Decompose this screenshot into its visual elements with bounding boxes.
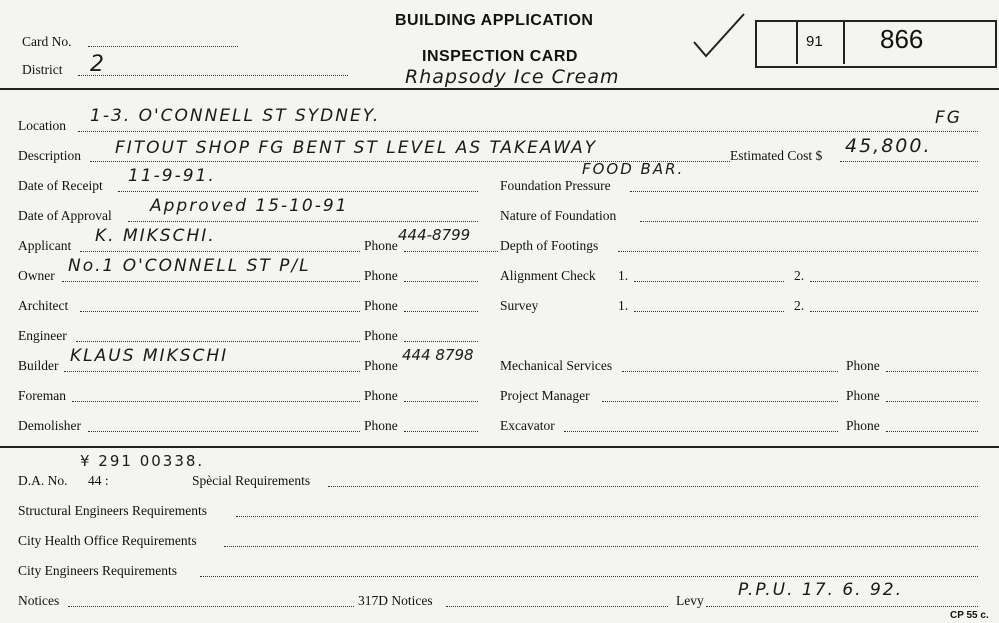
engineer-phone-label: Phone (364, 328, 398, 343)
survey-2-line[interactable] (810, 311, 978, 312)
special-requirements-label: Spècial Requirements (192, 473, 311, 488)
builder-phone-value: 444 8798 (402, 346, 474, 364)
levy-label: Levy (676, 593, 704, 608)
foreman-phone-line[interactable] (404, 401, 478, 402)
levy-line[interactable] (706, 606, 978, 607)
foreman-label: Foreman (18, 388, 66, 403)
da-number-handwritten: ¥ 291 00338. (80, 452, 205, 470)
structural-label: Structural Engineers Requirements (18, 503, 207, 518)
box-divider-1 (796, 20, 798, 64)
location-label: Location (18, 118, 66, 133)
description-value: FITOUT SHOP FG BENT ST LEVEL AS TAKEAWAY (115, 138, 598, 158)
survey-2-label: 2. (794, 298, 805, 313)
alignment-check-2-line[interactable] (810, 281, 978, 282)
card-no-label: Card No. (22, 34, 72, 49)
mechanical-services-line[interactable] (622, 371, 838, 372)
date-approval-label: Date of Approval (18, 208, 112, 223)
estimated-cost-value: 45,800. (845, 135, 932, 157)
builder-phone-label: Phone (364, 358, 398, 373)
applicant-phone-label: Phone (364, 238, 398, 253)
location-line[interactable] (78, 131, 978, 132)
alignment-check-1-label: 1. (618, 268, 629, 283)
owner-line[interactable] (62, 281, 360, 282)
depth-footings-label: Depth of Footings (500, 238, 599, 253)
da-value: 44 : (88, 473, 109, 488)
builder-label: Builder (18, 358, 59, 373)
checkmark-icon (690, 10, 750, 60)
structural-line[interactable] (236, 516, 978, 517)
demolisher-phone-line[interactable] (404, 431, 478, 432)
survey-1-line[interactable] (634, 311, 784, 312)
district-value: 2 (90, 52, 106, 77)
owner-phone-line[interactable] (404, 281, 478, 282)
location-extra: FG (935, 108, 962, 128)
project-manager-line[interactable] (602, 401, 838, 402)
builder-value: KLAUS MIKSCHI (70, 346, 229, 366)
nature-foundation-label: Nature of Foundation (500, 208, 617, 223)
card-number: 866 (880, 24, 924, 54)
owner-phone-label: Phone (364, 268, 398, 283)
alignment-check-1-line[interactable] (634, 281, 784, 282)
nature-foundation-line[interactable] (640, 221, 978, 222)
engineer-phone-line[interactable] (404, 341, 478, 342)
date-receipt-label: Date of Receipt (18, 178, 103, 193)
applicant-label: Applicant (18, 238, 72, 253)
alignment-check-label: Alignment Check (500, 268, 596, 283)
levy-value: P.P.U. 17. 6. 92. (738, 580, 903, 600)
demolisher-phone-label: Phone (364, 418, 398, 433)
description-value-2: FOOD BAR. (582, 160, 685, 178)
district-line[interactable] (78, 75, 348, 76)
notices-317d-line[interactable] (446, 606, 668, 607)
date-receipt-line[interactable] (118, 191, 478, 192)
health-label: City Health Office Requirements (18, 533, 197, 548)
notices-317d-label: 317D Notices (358, 593, 433, 608)
foundation-pressure-line[interactable] (630, 191, 978, 192)
excavator-label: Excavator (500, 418, 555, 433)
demolisher-line[interactable] (88, 431, 360, 432)
engineer-label: Engineer (18, 328, 67, 343)
foreman-phone-label: Phone (364, 388, 398, 403)
location-value: 1-3. O'CONNELL ST SYDNEY. (90, 106, 381, 126)
date-receipt-value: 11-9-91. (128, 166, 216, 186)
architect-line[interactable] (80, 311, 360, 312)
city-engineers-label: City Engineers Requirements (18, 563, 177, 578)
applicant-value: K. MIKSCHI. (95, 226, 216, 246)
date-approval-value: Approved 15-10-91 (150, 196, 349, 216)
foreman-line[interactable] (72, 401, 360, 402)
foundation-pressure-label: Foundation Pressure (500, 178, 611, 193)
special-requirements-line[interactable] (328, 486, 978, 487)
da-label: D.A. No. (18, 473, 68, 488)
builder-line[interactable] (64, 371, 360, 372)
depth-footings-line[interactable] (618, 251, 978, 252)
card-year: 91 (806, 33, 823, 50)
health-line[interactable] (224, 546, 978, 547)
excavator-phone-label: Phone (846, 418, 880, 433)
lower-divider (0, 446, 999, 448)
survey-1-label: 1. (618, 298, 629, 313)
architect-label: Architect (18, 298, 69, 313)
survey-label: Survey (500, 298, 539, 313)
header-divider (0, 88, 999, 90)
applicant-line[interactable] (80, 251, 360, 252)
city-engineers-line[interactable] (200, 576, 978, 577)
card-number-box (755, 20, 997, 68)
notices-line[interactable] (68, 606, 354, 607)
box-divider-2 (843, 20, 845, 64)
excavator-phone-line[interactable] (886, 431, 978, 432)
owner-label: Owner (18, 268, 55, 283)
estimated-cost-line[interactable] (840, 161, 978, 162)
demolisher-label: Demolisher (18, 418, 81, 433)
mechanical-services-label: Mechanical Services (500, 358, 613, 373)
project-manager-label: Project Manager (500, 388, 590, 403)
card-no-line[interactable] (88, 46, 238, 47)
engineer-line[interactable] (76, 341, 360, 342)
estimated-cost-label: Estimated Cost $ (730, 148, 823, 163)
project-manager-phone-label: Phone (846, 388, 880, 403)
project-manager-phone-line[interactable] (886, 401, 978, 402)
architect-phone-line[interactable] (404, 311, 478, 312)
form-code: CP 55 c. (950, 610, 989, 621)
notices-label: Notices (18, 593, 60, 608)
mechanical-phone-label: Phone (846, 358, 880, 373)
architect-phone-label: Phone (364, 298, 398, 313)
mechanical-phone-line[interactable] (886, 371, 978, 372)
alignment-check-2-label: 2. (794, 268, 805, 283)
description-label: Description (18, 148, 81, 163)
excavator-line[interactable] (564, 431, 838, 432)
form-subtitle: INSPECTION CARD (422, 48, 578, 65)
date-approval-line[interactable] (128, 221, 478, 222)
owner-value: No.1 O'CONNELL ST P/L (68, 256, 311, 276)
applicant-phone-line[interactable] (404, 251, 498, 252)
form-title: BUILDING APPLICATION (395, 12, 594, 29)
applicant-phone-value: 444-8799 (398, 226, 471, 244)
district-label: District (22, 62, 63, 77)
project-name: Rhapsody Ice Cream (405, 66, 620, 88)
